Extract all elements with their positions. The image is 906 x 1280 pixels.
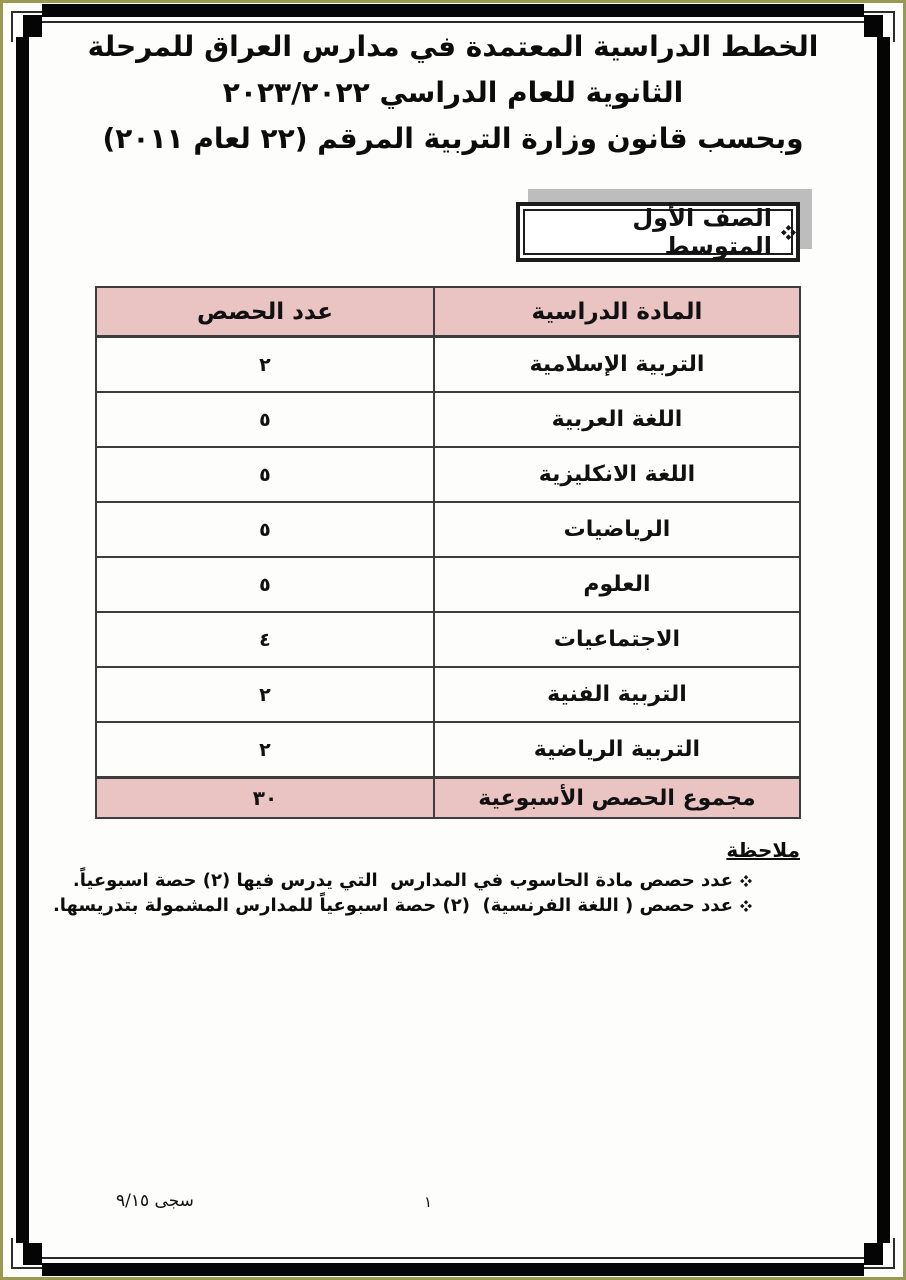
subjects-table — [95, 286, 801, 819]
subject-cell: التربية الإسلامية — [434, 337, 800, 393]
subject-column-header: المادة الدراسية — [434, 287, 800, 337]
subject-cell: التربية الرياضية — [434, 722, 800, 778]
diamond-bullet-icon — [740, 900, 752, 912]
total-row — [96, 778, 800, 819]
page-number: ١ — [424, 1193, 433, 1211]
count-cell: ٤ — [96, 612, 434, 667]
diamond-bullet-icon — [740, 875, 752, 887]
count-cell: ٢ — [96, 337, 434, 393]
table-row — [96, 722, 800, 778]
subject-cell: الرياضيات — [434, 502, 800, 557]
table-row — [96, 392, 800, 447]
title-line-1: الخطط الدراسية المعتمدة في مدارس العراق للمرحلة — [87, 30, 819, 63]
count-cell: ٥ — [96, 392, 434, 447]
document-title — [40, 24, 866, 162]
subject-cell: اللغة العربية — [434, 392, 800, 447]
note-item — [72, 868, 800, 893]
table-row — [96, 447, 800, 502]
section-heading-label: الصف الأول المتوسط — [632, 204, 772, 260]
note-text: عدد حصص مادة الحاسوب في المدارس التي يدرس فيها (٢) حصة اسبوعياً. — [72, 870, 733, 891]
count-cell: ٥ — [96, 502, 434, 557]
total-label-cell: مجموع الحصص الأسبوعية — [434, 778, 800, 819]
table-row — [96, 667, 800, 722]
subject-cell: العلوم — [434, 557, 800, 612]
note-text: عدد حصص ( اللغة الفرنسية) (٢) حصة اسبوعياً للمدارس المشمولة بتدريسها. — [52, 895, 733, 916]
title-line-2: الثانوية للعام الدراسي ٢٠٢٣/٢٠٢٢ — [222, 76, 684, 109]
title-line-3: وبحسب قانون وزارة التربية المرقم (٢٢ لعام ٢٠١١) — [102, 122, 804, 155]
diamond-bullet-icon — [781, 225, 796, 240]
subject-cell: الاجتماعيات — [434, 612, 800, 667]
count-cell: ٥ — [96, 447, 434, 502]
note-item — [52, 893, 800, 918]
subject-cell: اللغة الانكليزية — [434, 447, 800, 502]
count-cell: ٥ — [96, 557, 434, 612]
notes-heading: ملاحظة — [726, 838, 800, 862]
table-row — [96, 612, 800, 667]
total-count-cell: ٣٠ — [96, 778, 434, 819]
table-row — [96, 502, 800, 557]
table-row — [96, 337, 800, 393]
subject-cell: التربية الفنية — [434, 667, 800, 722]
notes-section — [52, 838, 800, 918]
count-cell: ٢ — [96, 722, 434, 778]
count-column-header: عدد الحصص — [96, 287, 434, 337]
section-heading-box — [516, 202, 800, 262]
typist-signature: سجى ٩/١٥ — [116, 1191, 194, 1211]
table-row — [96, 557, 800, 612]
count-cell: ٢ — [96, 667, 434, 722]
table-header-row — [96, 287, 800, 337]
